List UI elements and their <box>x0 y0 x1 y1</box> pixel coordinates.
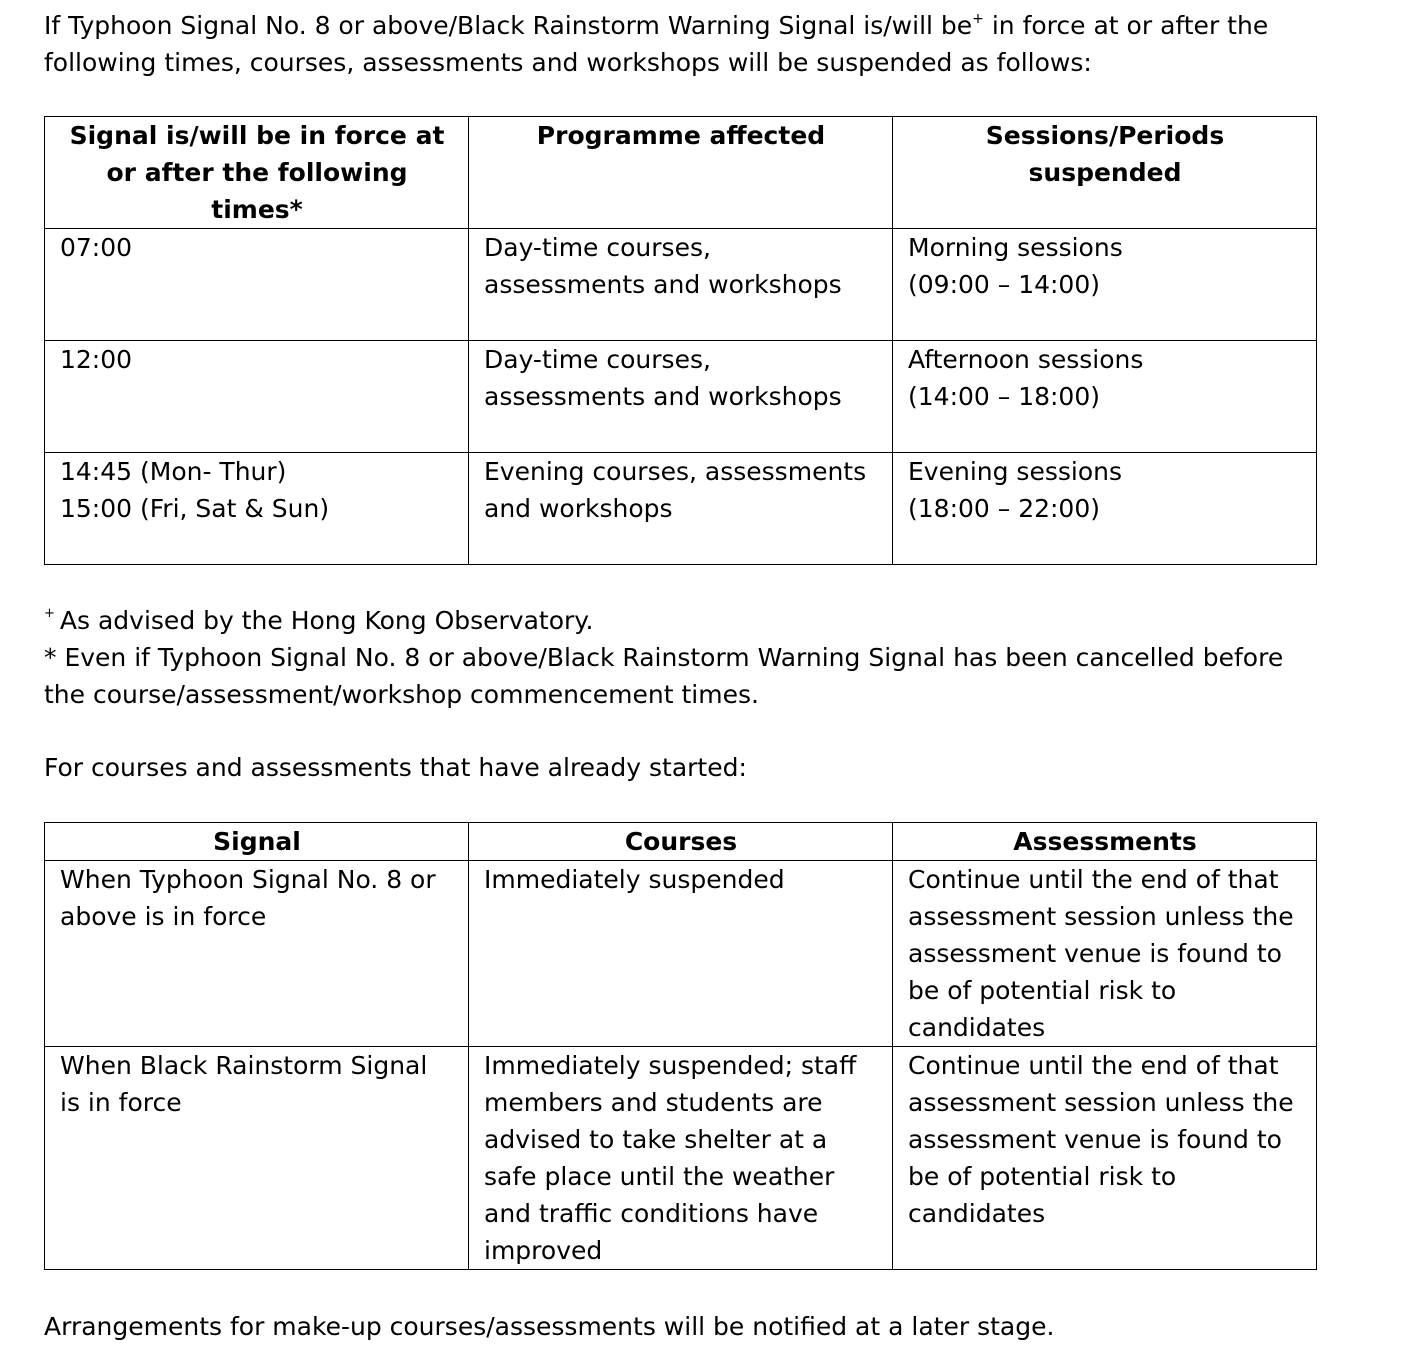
cell-sessions: Evening sessions (18:00 – 22:00) <box>893 453 1317 565</box>
cell-programme: Day-time courses, assessments and workshops <box>469 341 893 453</box>
cell-signal: When Black Rainstorm Signal is in force <box>45 1047 469 1270</box>
intro-paragraph <box>44 7 1316 81</box>
cell-signal: When Typhoon Signal No. 8 or above is in force <box>45 861 469 1047</box>
header-sessions: Sessions/Periods suspended <box>893 117 1317 229</box>
footnote-plus-text: As advised by the Hong Kong Observatory. <box>59 606 594 635</box>
intro-text-part1: If Typhoon Signal No. 8 or above/Black Rainstorm Warning Signal is/will be <box>44 11 973 40</box>
header-courses: Courses <box>469 823 893 861</box>
intro-text-part2: in force at or after the following times, courses, assessments and workshops will be suspended as follows: <box>44 11 1269 77</box>
table-row <box>45 1047 1317 1270</box>
cell-programme: Day-time courses, assessments and workshops <box>469 229 893 341</box>
already-started-heading: For courses and assessments that have already started: <box>44 753 747 782</box>
header-assessments: Assessments <box>893 823 1317 861</box>
intro-plus-mark: + <box>972 11 984 27</box>
cell-sessions: Afternoon sessions (14:00 – 18:00) <box>893 341 1317 453</box>
footnote-star: * Even if Typhoon Signal No. 8 or above/Black Rainstorm Warning Signal has been cancelled before the course/assessment/workshop commencement times. <box>44 643 1284 709</box>
cell-assessments: Continue until the end of that assessment session unless the assessment venue is found to be of potential risk to candidates <box>893 1047 1317 1270</box>
cell-sessions: Morning sessions (09:00 – 14:00) <box>893 229 1317 341</box>
already-started-table <box>44 822 1317 1270</box>
table-row <box>45 229 1317 341</box>
cell-time: 07:00 <box>45 229 469 341</box>
table-header-row <box>45 117 1317 229</box>
suspension-times-table <box>44 116 1317 565</box>
footnote-plus <box>44 602 1316 639</box>
header-signal-time: Signal is/will be in force at or after the following times* <box>45 117 469 229</box>
table-row <box>45 861 1317 1047</box>
table-row <box>45 341 1317 453</box>
cell-assessments: Continue until the end of that assessment session unless the assessment venue is found to be of potential risk to candidates <box>893 861 1317 1047</box>
footnotes <box>44 602 1316 713</box>
header-signal: Signal <box>45 823 469 861</box>
cell-time: 14:45 (Mon- Thur) 15:00 (Fri, Sat & Sun) <box>45 453 469 565</box>
document-page <box>44 7 1316 1345</box>
cell-courses: Immediately suspended; staff members and students are advised to take shelter at a safe place until the weather and traffic conditions have improved <box>469 1047 893 1270</box>
table-header-row <box>45 823 1317 861</box>
cell-time: 12:00 <box>45 341 469 453</box>
table-row <box>45 453 1317 565</box>
header-programme: Programme affected <box>469 117 893 229</box>
closing-paragraph: Arrangements for make-up courses/assessments will be notified at a later stage. <box>44 1312 1055 1341</box>
footnote-plus-mark: + <box>44 606 55 621</box>
cell-courses: Immediately suspended <box>469 861 893 1047</box>
cell-programme: Evening courses, assessments and workshops <box>469 453 893 565</box>
